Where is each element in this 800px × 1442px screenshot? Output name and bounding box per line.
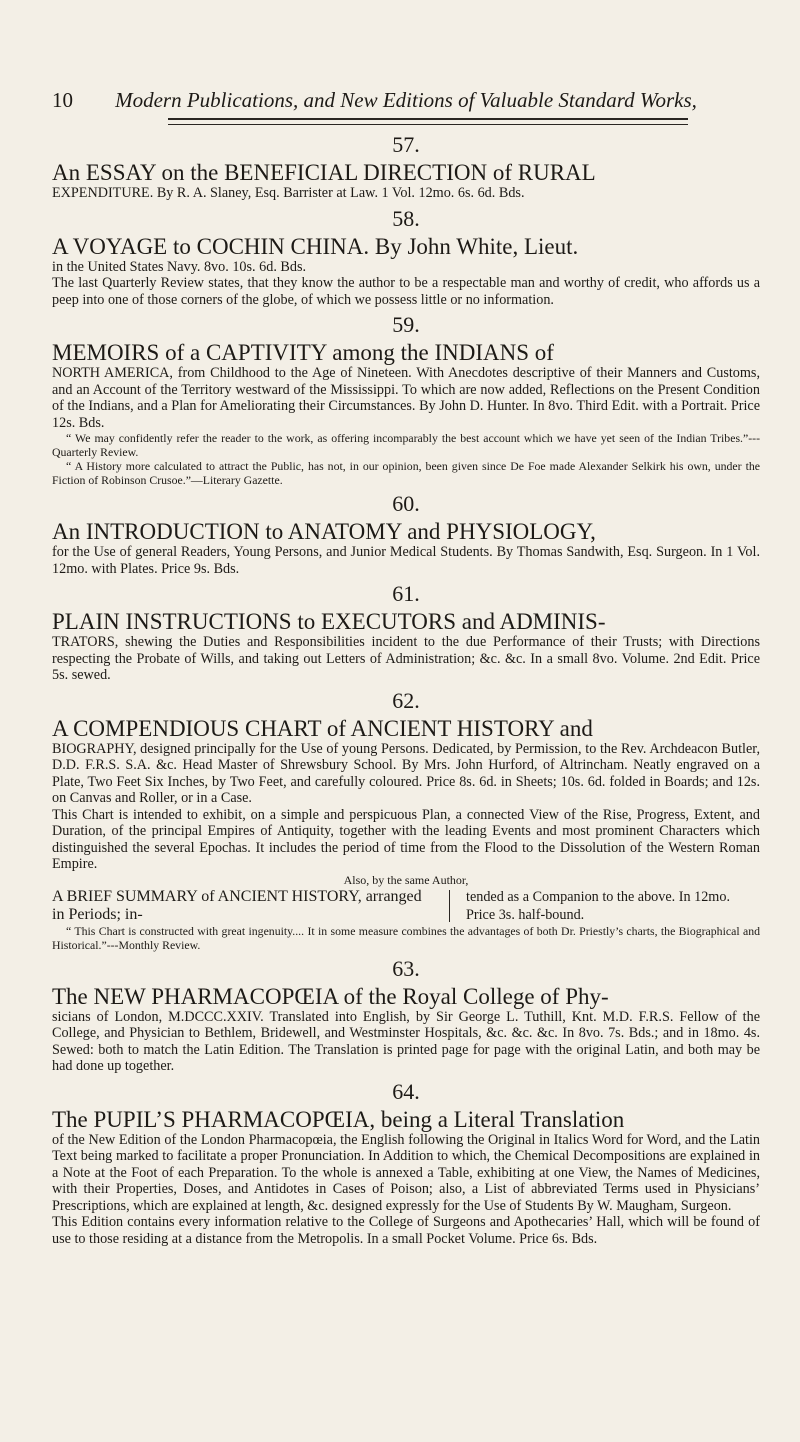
entry-body: sicians of London, M.DCCC.XXIV. Translated into English, by Sir George L. Tuthill, Knt. M.D. F.R.S. Fellow of the College, and Physician to Bethlem, Bridewell, and Westminster Hospitals, &c. &c. &c. In 8vo. 7s. Bds.; and in 18mo. 4s. Sewed: both to match the Latin Edition. The Translation is printed page for page with the original Latin, and both may be had done up together. <box>52 1008 760 1074</box>
entry-title: A VOYAGE to COCHIN CHINA. By John White, Lieut. <box>52 233 579 259</box>
entry-57 <box>52 130 760 202</box>
entry-number: 59. <box>392 312 420 337</box>
running-head: Modern Publications, and New Editions of Valuable Standard Works, <box>115 88 697 112</box>
entry-note: This Edition contains every information relative to the College of Surgeons and Apothecaries’ Hall, which will be found of use to those residing at a distance from the Metropolis. In a small Pocket Volume. Price 6s. Bds. <box>52 1214 760 1247</box>
entry-63 <box>52 954 760 1075</box>
entry-number: 60. <box>392 491 420 516</box>
header-rule <box>168 118 688 120</box>
entry-number: 61. <box>392 581 420 606</box>
entry-62 <box>52 686 760 952</box>
column-divider <box>449 890 450 922</box>
companion-title: A BRIEF SUMMARY of ANCIENT HISTORY, arranged in Periods; in- <box>52 887 422 923</box>
entry-title: The PUPIL’S PHARMACOPŒIA, being a Literal Translation <box>52 1106 625 1132</box>
entry-64 <box>52 1077 760 1248</box>
also-by-author: Also, by the same Author, <box>343 872 469 887</box>
entry-body: for the Use of general Readers, Young Persons, and Junior Medical Students. By Thomas Sandwith, Esq. Surgeon. In 1 Vol. 12mo. with Plates. Price 9s. Bds. <box>52 544 760 577</box>
entry-61 <box>52 579 760 684</box>
entry-number: 62. <box>392 687 420 713</box>
entry-title: An INTRODUCTION to ANATOMY and PHYSIOLOGY, <box>52 519 596 544</box>
page-number: 10 <box>52 88 73 112</box>
entry-body: in the United States Navy. 8vo. 10s. 6d. Bds. <box>52 258 307 275</box>
entry-58 <box>52 204 760 309</box>
entry-note: The last Quarterly Review states, that they know the author to be a respectable man and worthy of credit, who affords us a peep into one of those corners of the globe, of which we possess little or no information. <box>52 275 760 308</box>
entry-title: A COMPENDIOUS CHART of ANCIENT HISTORY and <box>52 715 593 741</box>
entry-60 <box>52 489 760 577</box>
entry-number: 57. <box>392 132 420 157</box>
review-quote: “ This Chart is constructed with great ingenuity.... It in some measure combines the advantages of both Dr. Priestly’s charts, the Biographical and Historical.”---Monthly Review. <box>52 923 760 952</box>
page-header <box>52 88 760 112</box>
entry-59 <box>52 310 760 487</box>
companion-details: tended as a Companion to the above. In 12mo. Price 3s. half-bound. <box>466 888 730 923</box>
entry-body: TRATORS, shewing the Duties and Responsibilities incident to the due Performance of their Trusts; with Directions respecting the Probate of Wills, and taking out Letters of Administration; &c. &c. In a small 8vo. Volume. 2nd Edit. Price 5s. sewed. <box>52 634 760 683</box>
entry-number: 64. <box>392 1078 420 1104</box>
entry-number: 58. <box>392 205 420 231</box>
entry-body: of the New Edition of the London Pharmacopœia, the English following the Original in Italics Word for Word, and the Latin Text being marked to facilitate a proper Pronunciation. In Addition to which, the Chemical Decompositions are explained in a Note at the Foot of each Preparation. To the whole is annexed a Table, exhibiting at one View, the Names of Medicines, with their Properties, Doses, and Antidotes in Cases of Poison; also, a List of abbreviated Terms used in Physicians’ Prescriptions, which are explained at length, &c. designed expressly for the Use of Students By W. Maugham, Surgeon. <box>52 1131 760 1214</box>
header-rule-thin <box>168 124 688 125</box>
review-quote: “ We may confidently refer the reader to the work, as offering incomparably the best account which we have yet seen of the Indian Tribes.”---Quarterly Review. <box>52 431 760 459</box>
entry-title: An ESSAY on the BENEFICIAL DIRECTION of RURAL <box>52 160 596 185</box>
entry-title: The NEW PHARMACOPŒIA of the Royal College of Phy- <box>52 983 609 1009</box>
catalogue-list <box>52 128 760 1247</box>
review-quote: “ A History more calculated to attract the Public, has not, in our opinion, been given since De Foe made Alexander Selkirk his own, under the Fiction of Robinson Crusoe.”—Literary Gazette. <box>52 459 760 487</box>
entry-body: NORTH AMERICA, from Childhood to the Age of Nineteen. With Anecdotes descriptive of their Manners and Customs, and an Account of the Territory westward of the Mississippi. To which are now added, Reflections on the Present Condition of the Indians, and a Plan for Ameliorating their Circumstances. By John D. Hunter. In 8vo. Third Edit. with a Portrait. Price 12s. Bds. <box>52 365 760 431</box>
entry-title: MEMOIRS of a CAPTIVITY among the INDIANS of <box>52 340 554 365</box>
entry-body: EXPENDITURE. By R. A. Slaney, Esq. Barrister at Law. 1 Vol. 12mo. 6s. 6d. Bds. <box>52 185 525 201</box>
entry-number: 63. <box>392 955 420 981</box>
entry-body: BIOGRAPHY, designed principally for the Use of young Persons. Dedicated, by Permission, to the Rev. Archdeacon Butler, D.D. F.R.S. S.A. &c. Head Master of Shrewsbury School. By Mrs. John Hurford, of Altrincham. Neatly engraved on a Plate, Two Feet Six Inches, by Two Feet, and carefully coloured. Price 8s. 6d. in Sheets; 10s. 6d. folded in Boards; and 12s. on Canvas and Roller, or in a Case. <box>52 740 760 806</box>
companion-listing <box>52 888 760 924</box>
entry-title: PLAIN INSTRUCTIONS to EXECUTORS and ADMINIS- <box>52 609 606 634</box>
entry-note: This Chart is intended to exhibit, on a simple and perspicuous Plan, a connected View of the Rise, Progress, Extent, and Duration, of the principal Empires of Antiquity, together with the leading Events and most prominent Characters which distinguished the several Epochas. It includes the period of time from the Flood to the Dissolution of the Western Roman Empire. <box>52 806 760 872</box>
